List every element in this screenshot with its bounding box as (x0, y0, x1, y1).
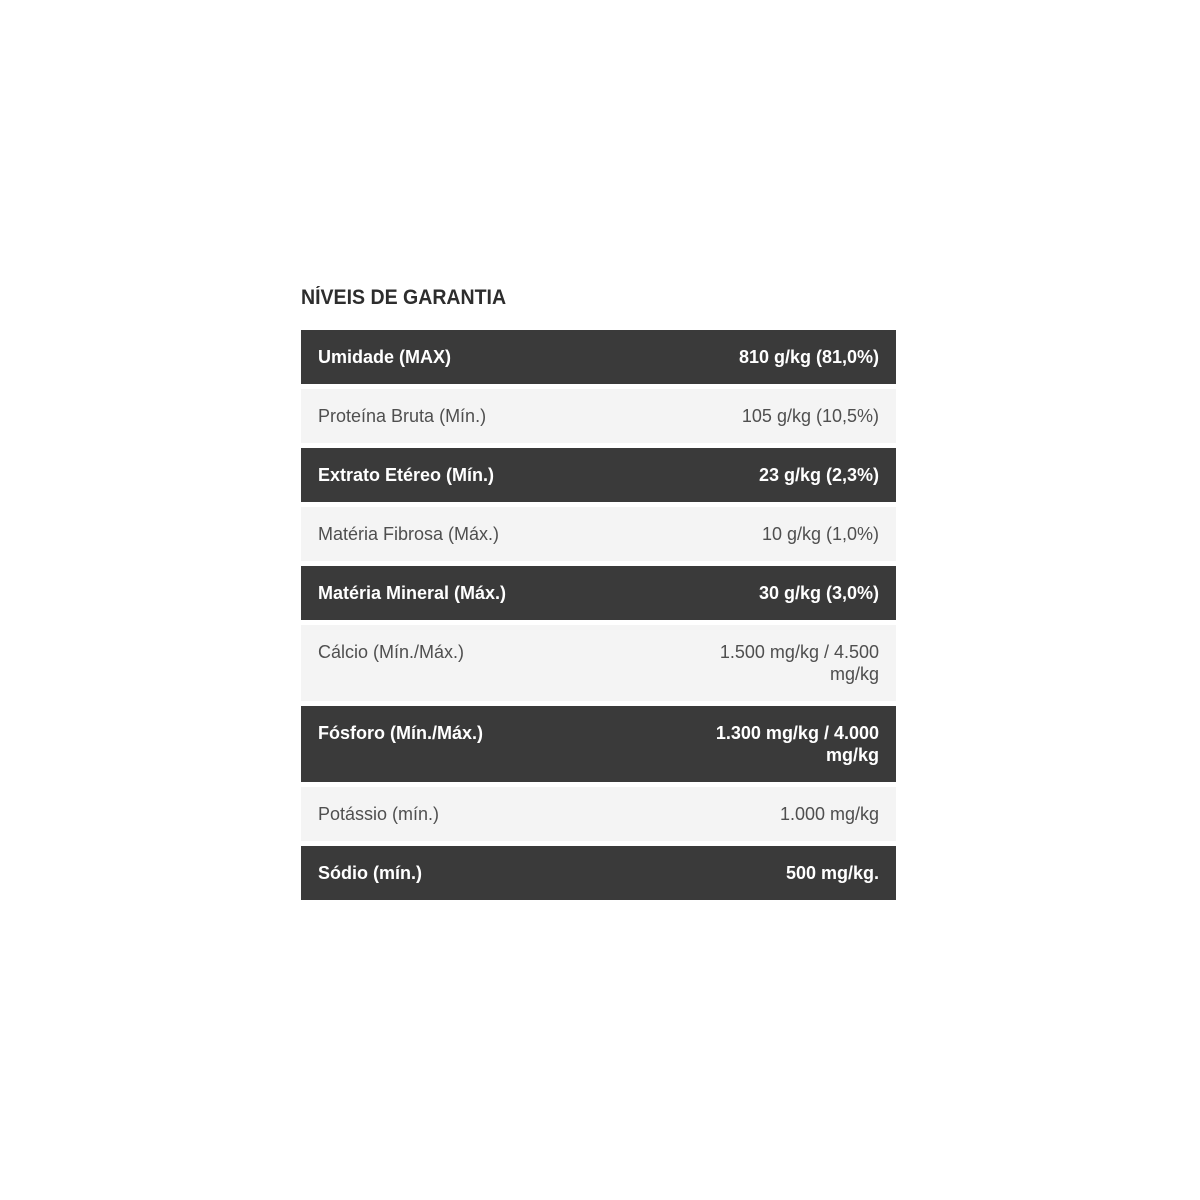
row-label: Matéria Mineral (Máx.) (318, 583, 507, 603)
row-label: Sódio (mín.) (318, 863, 422, 883)
row-value: 1.000 mg/kg (779, 804, 879, 824)
row-value: 30 g/kg (3,0%) (758, 583, 879, 603)
table-row (301, 625, 896, 701)
row-label: Cálcio (Mín./Máx.) (318, 642, 465, 662)
row-label: Matéria Fibrosa (Máx.) (318, 524, 500, 544)
row-label: Fósforo (Mín./Máx.) (318, 723, 483, 743)
table-row (301, 706, 896, 782)
row-value: 105 g/kg (10,5%) (741, 406, 879, 426)
table-row (301, 787, 896, 841)
page-title: NÍVEIS DE GARANTIA (301, 286, 507, 309)
table-row (301, 330, 896, 384)
table-row (301, 566, 896, 620)
guarantee-levels-table (301, 330, 896, 900)
row-label: Potássio (mín.) (318, 804, 440, 824)
row-value: 500 mg/kg. (785, 863, 879, 883)
row-label: Proteína Bruta (Mín.) (318, 406, 487, 426)
row-value: 10 g/kg (1,0%) (761, 524, 879, 544)
table-row (301, 846, 896, 900)
row-label: Umidade (MAX) (318, 347, 452, 367)
guarantee-levels-section (301, 287, 896, 900)
row-value: 23 g/kg (2,3%) (758, 465, 879, 485)
row-label: Extrato Etéreo (Mín.) (318, 465, 495, 485)
table-row (301, 448, 896, 502)
table-row (301, 389, 896, 443)
row-value: 1.300 mg/kg / 4.000 mg/kg (715, 723, 879, 765)
table-row (301, 507, 896, 561)
row-value: 1.500 mg/kg / 4.500 mg/kg (719, 642, 879, 684)
row-value: 810 g/kg (81,0%) (738, 347, 879, 367)
